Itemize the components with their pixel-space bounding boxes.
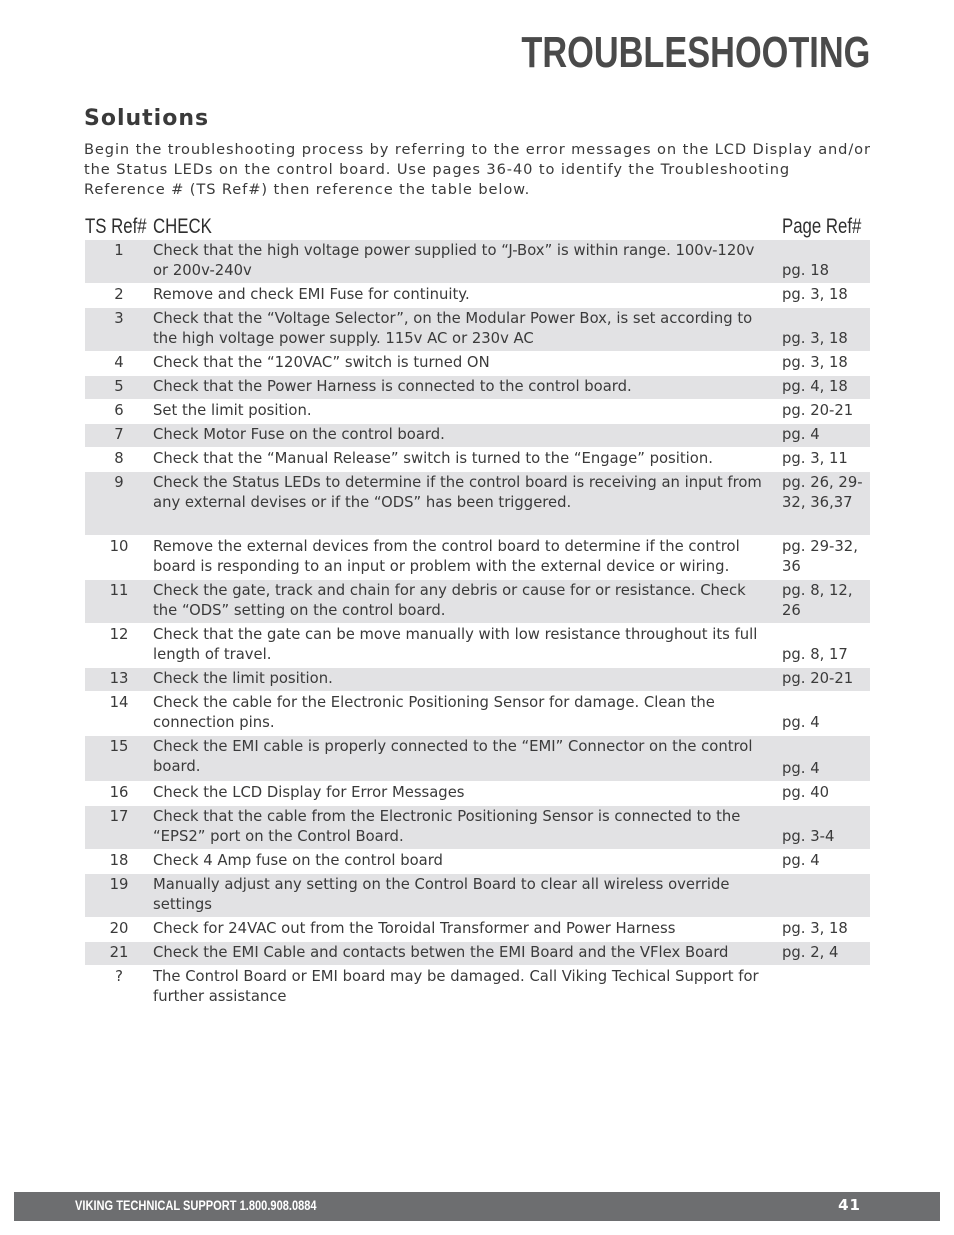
table-row (85, 917, 870, 941)
ts-ref-cell: 15 (109, 738, 129, 755)
table-row (85, 941, 870, 965)
ts-ref-cell: 16 (109, 784, 129, 801)
page-ref-cell: pg. 29-32, 36 (782, 538, 858, 575)
page-ref-cell: pg. 4 (782, 714, 820, 731)
check-cell: Manually adjust any setting on the Control Board to clear all wireless override settings (153, 876, 730, 913)
check-cell: Check the gate, track and chain for any debris or cause for or resistance. Check the “ODS” setting on the control board. (153, 582, 746, 619)
table-header (85, 208, 870, 239)
ts-ref-cell: 12 (109, 626, 129, 643)
table-row (85, 579, 870, 623)
ts-ref-cell: 20 (109, 920, 129, 937)
ts-ref-cell: 13 (109, 670, 129, 687)
check-cell: Check the Status LEDs to determine if the control board is receiving an input from any external devises or if the “ODS” has been triggered. (153, 474, 762, 511)
ts-ref-cell: ? (115, 968, 123, 985)
page-ref-cell: pg. 4 (782, 426, 820, 443)
table-row (85, 781, 870, 805)
check-cell: Check that the “Manual Release” switch is turned to the “Engage” position. (153, 450, 713, 467)
page-ref-cell: pg. 40 (782, 784, 830, 801)
ts-ref-cell: 1 (114, 242, 124, 259)
table-row (85, 283, 870, 307)
ts-ref-cell: 19 (109, 876, 129, 893)
ts-ref-cell: 7 (114, 426, 124, 443)
ts-ref-cell: 2 (114, 286, 124, 303)
check-cell: Check Motor Fuse on the control board. (153, 426, 445, 443)
page-ref-cell: pg. 20-21 (782, 402, 854, 419)
check-cell: Check for 24VAC out from the Toroidal Transformer and Power Harness (153, 920, 676, 937)
table-row (85, 239, 870, 283)
check-cell: Check that the cable from the Electronic Positioning Sensor is connected to the “EPS2” port on the Control Board. (153, 808, 741, 845)
ts-ref-cell: 9 (114, 474, 124, 491)
footer-bar (14, 1192, 940, 1221)
header-ts-ref: TS Ref# (85, 215, 147, 238)
ts-ref-cell: 8 (114, 450, 124, 467)
intro-paragraph: Begin the troubleshooting process by referring to the error messages on the LCD Display and/or the Status LEDs on the control board. Use pages 36-40 to identify the Troubleshooting Reference # (TS Ref#) then reference the table below. (84, 141, 871, 198)
table-row (85, 873, 870, 917)
check-cell: Check 4 Amp fuse on the control board (153, 852, 443, 869)
section-heading: Solutions (84, 106, 210, 131)
page-title: TROUBLESHOOTING (521, 28, 870, 77)
page-ref-cell: pg. 26, 29-32, 36,37 (782, 474, 863, 511)
check-cell: Check the EMI cable is properly connected to the “EMI” Connector on the control board. (153, 738, 753, 775)
ts-ref-cell: 11 (109, 582, 129, 599)
page-ref-cell: pg. 8, 17 (782, 646, 848, 663)
page-ref-cell: pg. 3, 18 (782, 354, 848, 371)
footer-support-text: VIKING TECHNICAL SUPPORT 1.800.908.0884 (75, 1198, 317, 1213)
check-cell: Check the cable for the Electronic Positioning Sensor for damage. Clean the connection pins. (153, 694, 715, 731)
table-row (85, 735, 870, 781)
page-ref-cell: pg. 18 (782, 262, 830, 279)
troubleshooting-table (85, 208, 870, 1009)
check-cell: Set the limit position. (153, 402, 312, 419)
table-row (85, 471, 870, 535)
page-ref-cell: pg. 3-4 (782, 828, 835, 845)
page-ref-cell: pg. 3, 18 (782, 286, 848, 303)
page-number: 41 (838, 1196, 861, 1214)
table-row (85, 447, 870, 471)
page-ref-cell: pg. 3, 11 (782, 450, 848, 467)
table-row (85, 535, 870, 579)
page-ref-cell: pg. 8, 12, 26 (782, 582, 853, 619)
table-row (85, 351, 870, 375)
header-page-ref: Page Ref# (782, 215, 862, 238)
check-cell: Check the EMI Cable and contacts betwen the EMI Board and the VFlex Board (153, 944, 729, 961)
table-row (85, 965, 870, 1009)
header-check: CHECK (153, 215, 212, 238)
page-ref-cell: pg. 3, 18 (782, 330, 848, 347)
ts-ref-cell: 10 (109, 538, 129, 555)
ts-ref-cell: 3 (114, 310, 124, 327)
table-row (85, 399, 870, 423)
page-ref-cell: pg. 20-21 (782, 670, 854, 687)
page-ref-cell: pg. 4, 18 (782, 378, 848, 395)
ts-ref-cell: 18 (109, 852, 129, 869)
table-row (85, 375, 870, 399)
ts-ref-cell: 4 (114, 354, 124, 371)
check-cell: Check the limit position. (153, 670, 333, 687)
table-row (85, 307, 870, 351)
page-ref-cell: pg. 2, 4 (782, 944, 839, 961)
table-row (85, 423, 870, 447)
ts-ref-cell: 21 (109, 944, 129, 961)
check-cell: Remove the external devices from the control board to determine if the control board is responding to an input or problem with the external device or wiring. (153, 538, 740, 575)
check-cell: Remove and check EMI Fuse for continuity. (153, 286, 470, 303)
table-row (85, 691, 870, 735)
check-cell: Check that the high voltage power supplied to “J-Box” is within range. 100v-120v or 200v-240v (153, 242, 755, 279)
page-ref-cell: pg. 4 (782, 760, 820, 777)
check-cell: The Control Board or EMI board may be damaged. Call Viking Techical Support for further assistance (153, 968, 759, 1005)
check-cell: Check that the gate can be move manually with low resistance throughout its full length of travel. (153, 626, 758, 663)
ts-ref-cell: 6 (114, 402, 124, 419)
table-row (85, 805, 870, 849)
check-cell: Check that the Power Harness is connected to the control board. (153, 378, 632, 395)
check-cell: Check the LCD Display for Error Messages (153, 784, 465, 801)
table-row (85, 849, 870, 873)
ts-ref-cell: 17 (109, 808, 129, 825)
table-row (85, 623, 870, 667)
ts-ref-cell: 5 (114, 378, 124, 395)
table-body (85, 239, 870, 1009)
page-ref-cell: pg. 3, 18 (782, 920, 848, 937)
check-cell: Check that the “Voltage Selector”, on the Modular Power Box, is set according to the high voltage power supply. 115v AC or 230v AC (153, 310, 753, 347)
page-ref-cell: pg. 4 (782, 852, 820, 869)
check-cell: Check that the “120VAC” switch is turned ON (153, 354, 490, 371)
ts-ref-cell: 14 (109, 694, 129, 711)
table-row (85, 667, 870, 691)
